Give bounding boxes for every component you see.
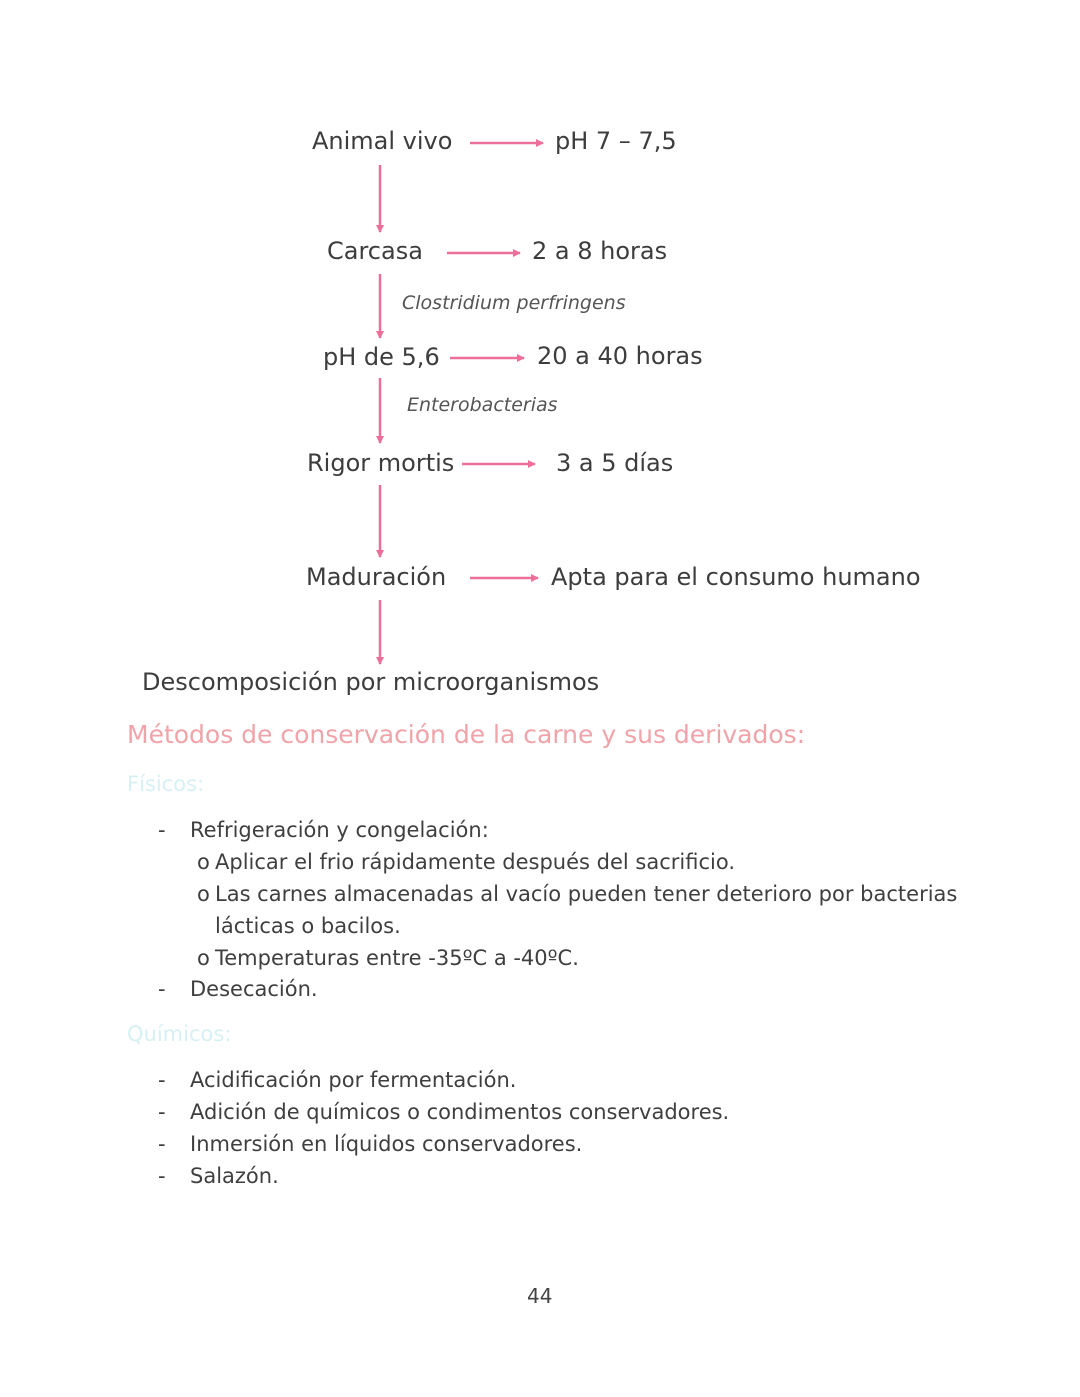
page-number: 44 xyxy=(527,1284,553,1308)
node-time-rigor: 3 a 5 días xyxy=(556,449,674,477)
node-carcasa: Carcasa xyxy=(327,237,423,265)
node-rigor-mortis: Rigor mortis xyxy=(307,449,455,477)
node-ph-initial: pH 7 – 7,5 xyxy=(555,127,677,155)
list-dash: - xyxy=(158,818,166,842)
sub-item-frio: Aplicar el frio rápidamente después del sacrificio. xyxy=(215,850,735,874)
sub-bullet: o xyxy=(197,850,210,874)
sub-item-vacio-cont: lácticas o bacilos. xyxy=(215,914,401,938)
subsection-quimicos: Químicos: xyxy=(127,1022,232,1046)
node-maduracion: Maduración xyxy=(306,563,447,591)
subsection-fisicos: Físicos: xyxy=(127,772,205,796)
list-item-quimico: Inmersión en líquidos conservadores. xyxy=(190,1132,583,1156)
sub-bullet: o xyxy=(197,946,210,970)
list-dash: - xyxy=(158,1068,166,1092)
node-ph-56: pH de 5,6 xyxy=(323,343,440,371)
sub-item-vacio: Las carnes almacenadas al vacío pueden tener deterioro por bacterias xyxy=(215,882,958,906)
sub-item-temperaturas: Temperaturas entre -35ºC a -40ºC. xyxy=(215,946,579,970)
list-item-quimico: Acidificación por fermentación. xyxy=(190,1068,517,1092)
note-enterobacterias: Enterobacterias xyxy=(407,394,558,416)
node-apta: Apta para el consumo humano xyxy=(551,563,921,591)
node-descomposicion: Descomposición por microorganismos xyxy=(142,668,600,696)
list-dash: - xyxy=(158,1164,166,1188)
list-dash: - xyxy=(158,977,166,1001)
node-time-carcasa: 2 a 8 horas xyxy=(532,237,668,265)
list-item-quimico: Adición de químicos o condimentos conservadores. xyxy=(190,1100,730,1124)
list-dash: - xyxy=(158,1100,166,1124)
node-time-ph: 20 a 40 horas xyxy=(537,342,703,370)
note-clostridium: Clostridium perfringens xyxy=(402,292,626,314)
list-item-desecacion: Desecación. xyxy=(190,977,318,1001)
section-title: Métodos de conservación de la carne y sus derivados: xyxy=(127,720,806,749)
node-animal-vivo: Animal vivo xyxy=(312,127,453,155)
sub-bullet: o xyxy=(197,882,210,906)
list-item-quimico: Salazón. xyxy=(190,1164,279,1188)
list-dash: - xyxy=(158,1132,166,1156)
list-item-refrigeracion: Refrigeración y congelación: xyxy=(190,818,489,842)
